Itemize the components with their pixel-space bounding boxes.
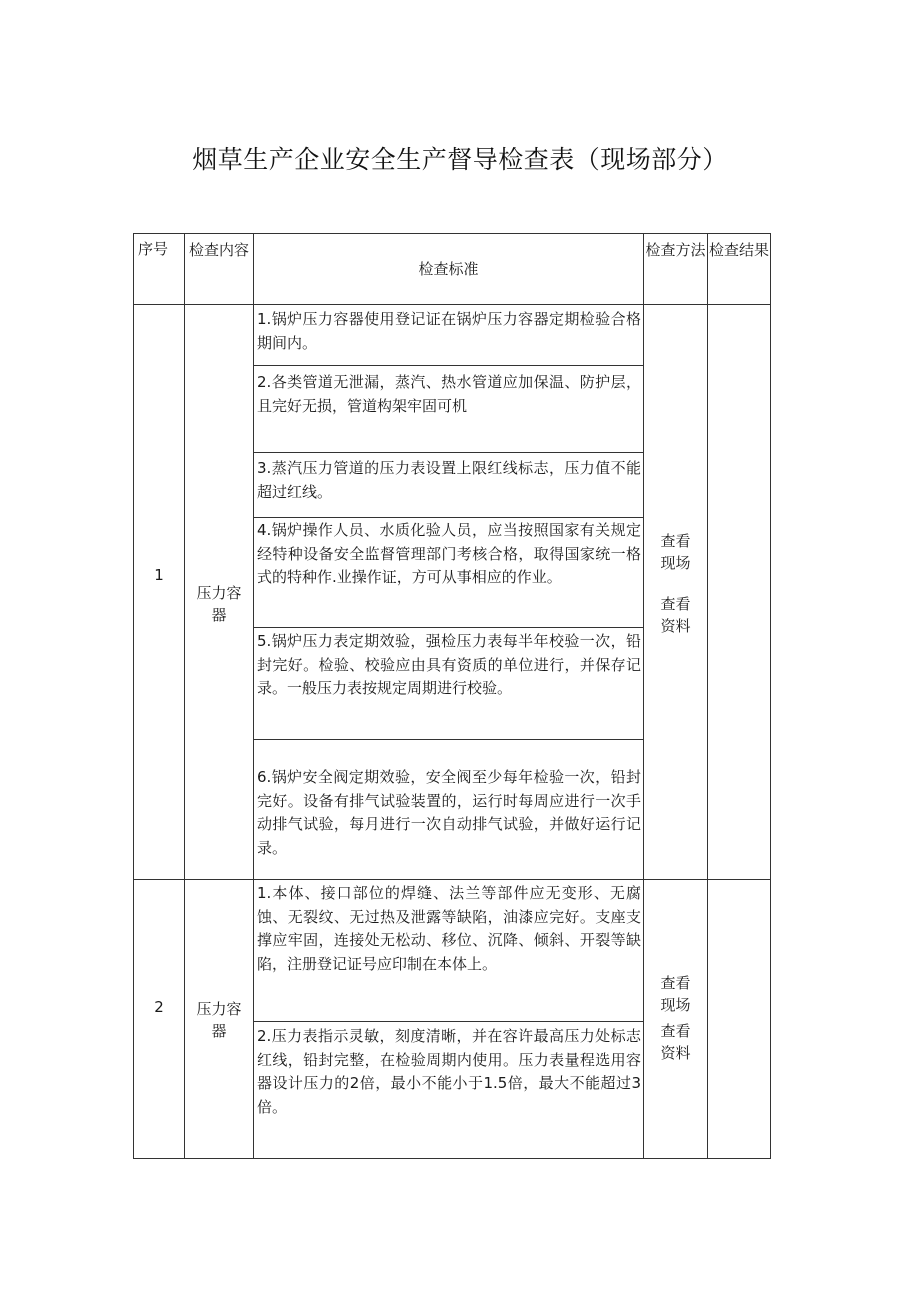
row1-standard-6: 6.锅炉安全阀定期效验，安全阀至少每年检验一次，铅封完好。设备有排气试验装置的，运行时每周应进行一次手动排气试验，每月进行一次自动排气试验，并做好运行记录。 — [257, 768, 641, 857]
header-content: 检查内容 — [188, 241, 249, 259]
col-divider — [253, 234, 254, 1158]
row2-standard-1: 1.本体、接口部位的焊缝、法兰等部件应无变形、无腐蚀、无裂纹、无过热及泄露等缺陷，油漆应完好。支座支撑应牢固，连接处无松动、移位、沉降、倾斜、开裂等缺陷，注册登记证号应印制在本体上。 — [257, 884, 641, 973]
standard-divider — [253, 517, 643, 518]
row1-standard-4: 4.锅炉操作人员、水质化验人员，应当按照国家有关规定经特种设备安全监督管理部门考核合格，取得国家统一格式的特种作.业操作证，方可从事相应的作业。 — [257, 521, 641, 586]
row1-seq: 1 — [154, 566, 164, 584]
row1-standard-3: 3.蒸汽压力管道的压力表设置上限红线标志，压力值不能超过红线。 — [257, 459, 641, 501]
standard-divider — [253, 365, 643, 366]
row2-method-1: 查看现场 — [660, 974, 691, 1014]
row2-method-2: 查看资料 — [660, 1022, 691, 1062]
inspection-table — [133, 233, 771, 1159]
header-result: 检查结果 — [708, 241, 769, 259]
standard-divider — [253, 739, 643, 740]
row1-content: 压力容器 — [196, 584, 242, 624]
page-title: 烟草生产企业安全生产督导检查表（现场部分） — [192, 145, 728, 174]
row2-content: 压力容器 — [196, 1000, 242, 1040]
header-divider — [134, 304, 770, 305]
row-divider — [134, 879, 770, 880]
row1-standard-2: 2.各类管道无泄漏，蒸汽、热水管道应加保温、防护层，且完好无损，管道构架牢固可机 — [257, 373, 641, 415]
standard-divider — [253, 1021, 643, 1022]
header-standard: 检查标准 — [418, 260, 479, 278]
header-method: 检查方法 — [645, 241, 706, 259]
standard-divider — [253, 627, 643, 628]
standard-divider — [253, 452, 643, 453]
row1-standard-5: 5.锅炉压力表定期效验，强检压力表每半年校验一次，铅封完好。检验、校验应由具有资质的单位进行，并保存记录。一般压力表按规定周期进行校验。 — [257, 632, 641, 697]
row2-seq: 2 — [154, 998, 164, 1016]
row1-standard-1: 1.锅炉压力容器使用登记证在锅炉压力容器定期检验合格期间内。 — [257, 310, 641, 352]
col-divider — [707, 234, 708, 1158]
row1-method-1: 查看现场 — [660, 532, 691, 572]
row1-method-2: 查看资料 — [660, 595, 691, 635]
header-seq: 序号 — [138, 240, 169, 258]
row2-standard-2: 2.压力表指示灵敏，刻度清晰，并在容许最高压力处标志红线，铅封完整，在检验周期内使用。压力表量程选用容器设计压力的2倍，最小不能小于1.5倍，最大不能超过3倍。 — [257, 1027, 641, 1116]
